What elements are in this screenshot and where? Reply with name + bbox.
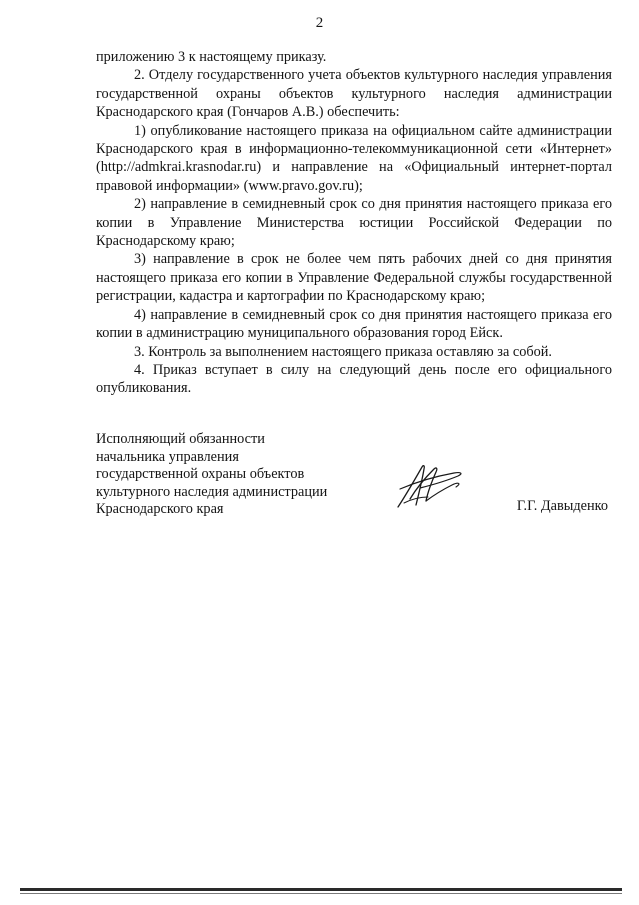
- paragraph-item-2: 2. Отделу государственного учета объектов культурного наследия управления государственной охраны объектов культурного наследия администрации Краснодарского края (Гончаров А.В.) обеспечить:: [96, 67, 612, 121]
- signature-block: [96, 431, 612, 521]
- signer-title-line: Исполняющий обязанности: [96, 431, 265, 447]
- paragraph-item-4: 4. Приказ вступает в силу на следующий день после его официального опубликования.: [96, 361, 612, 397]
- signer-name: Г.Г. Давыденко: [516, 498, 608, 514]
- handwritten-signature: [392, 459, 472, 511]
- paragraph-continuation: приложению 3 к настоящему приказу.: [96, 49, 327, 65]
- signer-title-line: государственной охраны объектов: [96, 466, 305, 482]
- paragraph-subitem-4: 4) направление в семидневный срок со дня принятия настоящего приказа его копии в администрацию муниципального образования город Ейск.: [96, 306, 612, 342]
- footer-divider-thin: [20, 893, 622, 894]
- signer-title-line: начальника управления: [96, 448, 239, 465]
- page-number: 2: [315, 15, 324, 31]
- document-body: [96, 48, 612, 398]
- paragraph-subitem-1: 1) опубликование настоящего приказа на официальном сайте администрации Краснодарского края в информационно-телекоммуникационной сети «Интернет» (http://admkrai.krasnodar.ru) и направление на «Официальный интернет-портал правовой информации» (www.pravo.gov.ru);: [96, 122, 612, 194]
- signer-title-line: Краснодарского края: [96, 501, 224, 517]
- paragraph-subitem-3: 3) направление в срок не более чем пять рабочих дней со дня принятия настоящего приказа его копии в Управление Федеральной службы государственной регистрации, кадастра и картографии по Краснодарскому краю;: [96, 251, 612, 305]
- signer-title-line: культурного наследия администрации: [96, 483, 328, 500]
- paragraph-subitem-2: 2) направление в семидневный срок со дня принятия настоящего приказа его копии в Управление Министерства юстиции Российской Федерации по Краснодарскому краю;: [96, 196, 612, 250]
- paragraph-item-3: 3. Контроль за выполнением настоящего приказа оставляю за собой.: [134, 343, 553, 360]
- footer-divider: [20, 888, 622, 891]
